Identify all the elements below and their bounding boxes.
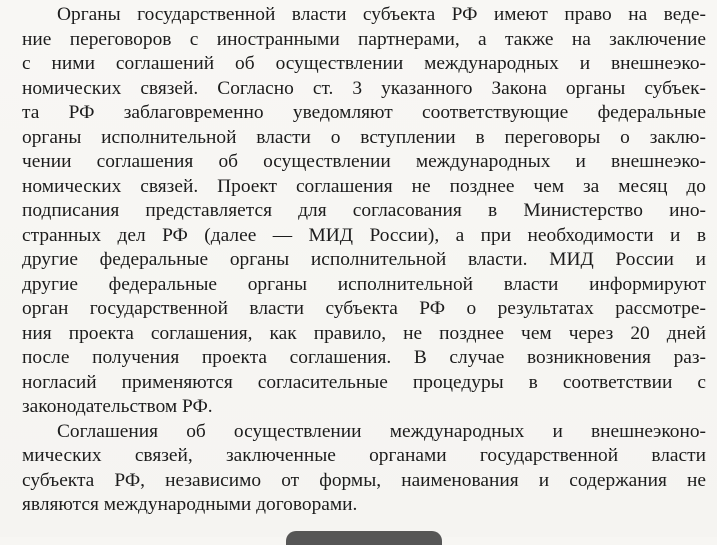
- text-line: являются международными договорами.: [22, 494, 358, 515]
- text-line: та РФ заблаговременно уведомляют соответствующие федеральные: [22, 102, 706, 123]
- text-line: законодательством РФ.: [22, 396, 213, 417]
- text-line: другие федеральные органы исполнительной власти информируют: [22, 273, 706, 295]
- text-line: ние переговоров с иностранными партнерами, а также на заключение: [22, 28, 706, 50]
- text-line: Органы государственной власти субъекта РФ имеют право на веде-: [57, 4, 706, 25]
- paragraph-1: [22, 3, 706, 420]
- text-line: номических связей. Согласно ст. 3 указанного Закона органы субъек-: [22, 77, 706, 99]
- page-edge-shadow: [286, 531, 442, 545]
- text-line: странных дел РФ (далее — МИД России), а при необходимости и в: [22, 224, 706, 246]
- text-line: мических связей, заключенные органами государственной власти: [22, 445, 706, 466]
- text-line: другие федеральные органы исполнительной власти. МИД России и: [22, 249, 706, 270]
- text-line: субъекта РФ, независимо от формы, наименования и содержания не: [22, 469, 706, 491]
- text-line: чении соглашения об осуществлении международных и внешнеэко-: [22, 151, 706, 172]
- text-line: органы исполнительной власти о вступлении в переговоры о заклю-: [22, 126, 706, 148]
- document-text: [22, 3, 706, 518]
- text-line: орган государственной власти субъекта РФ о результатах рассмотре-: [22, 298, 706, 319]
- text-line: с ними соглашений об осуществлении международных и внешнеэко-: [22, 53, 706, 74]
- paragraph-2: [22, 420, 706, 518]
- text-line: ногласий применяются согласительные процедуры в соответствии с: [22, 371, 706, 393]
- text-line: номических связей. Проект соглашения не позднее чем за месяц до: [22, 175, 706, 197]
- text-line: Соглашения об осуществлении международных и внешнеэконо-: [57, 420, 706, 442]
- text-line: подписания представляется для согласования в Министерство ино-: [22, 200, 706, 221]
- text-line: после получения проекта соглашения. В случае возникновения раз-: [22, 347, 706, 368]
- text-line: ния проекта соглашения, как правило, не позднее чем через 20 дней: [22, 322, 706, 344]
